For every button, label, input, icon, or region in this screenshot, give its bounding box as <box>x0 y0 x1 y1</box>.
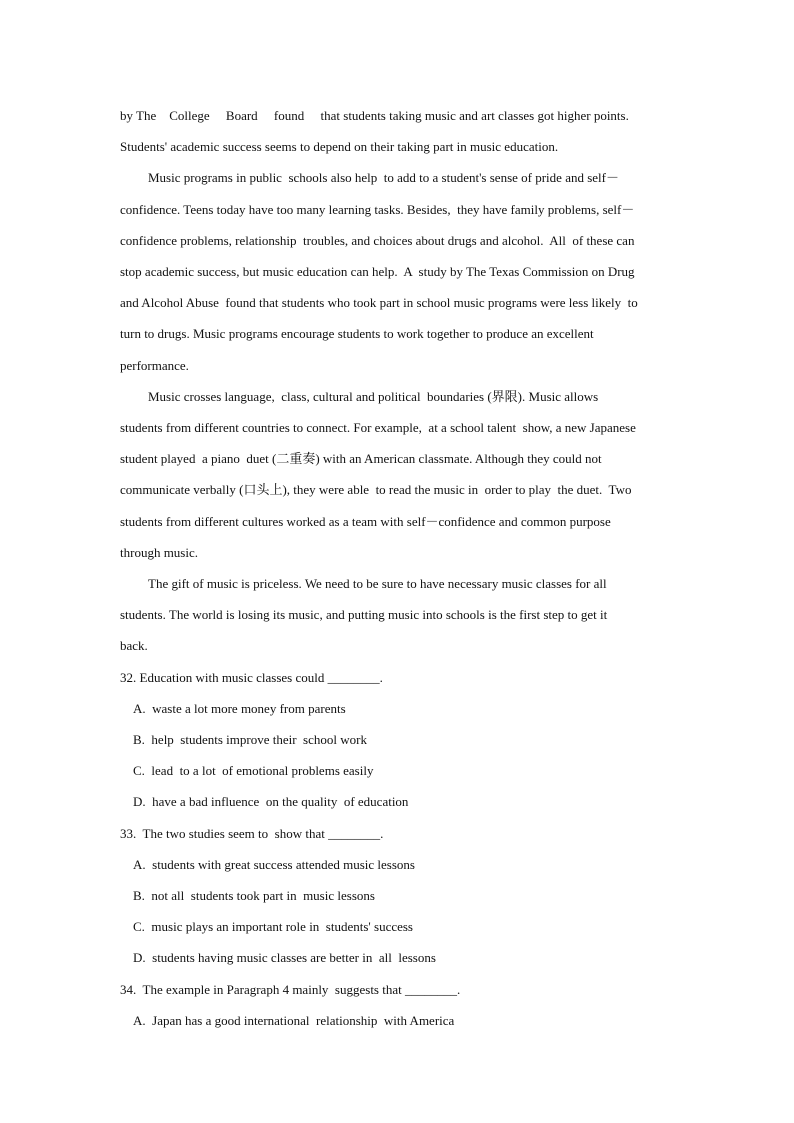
passage-line: The gift of music is priceless. We need to be sure to have necessary music classes for all <box>148 576 607 592</box>
question-stem: 32. Education with music classes could ________. <box>120 669 383 685</box>
answer-option: C. lead to a lot of emotional problems easily <box>133 763 374 779</box>
passage-line: Music crosses language, class, cultural and political boundaries (界限). Music allows <box>148 388 599 404</box>
answer-option: D. have a bad influence on the quality of education <box>133 794 409 810</box>
passage-line: through music. <box>120 544 198 560</box>
question-stem: 34. The example in Paragraph 4 mainly suggests that ________. <box>120 981 461 997</box>
answer-option: B. not all students took part in music lessons <box>133 888 375 904</box>
answer-option: D. students having music classes are better in all lessons <box>133 950 436 966</box>
document-page <box>120 100 676 1036</box>
answer-option: A. students with great success attended music lessons <box>133 856 415 872</box>
passage-line: by The College Board found that students taking music and art classes got higher points. <box>120 108 629 123</box>
answer-option: A. waste a lot more money from parents <box>133 700 346 716</box>
passage-line: Music programs in public schools also help to add to a student's sense of pride and self－ <box>148 170 619 186</box>
answer-option: B. help students improve their school work <box>133 732 367 748</box>
passage-line: and Alcohol Abuse found that students who took part in school music programs were less likely to <box>120 295 638 311</box>
question-stem: 33. The two studies seem to show that ________. <box>120 825 384 841</box>
answer-option: A. Japan has a good international relationship with America <box>133 1012 455 1028</box>
passage-line: back. <box>120 638 148 654</box>
passage-line: confidence. Teens today have too many learning tasks. Besides, they have family problems, self－ <box>120 201 635 217</box>
passage-line: students. The world is losing its music, and putting music into schools is the first step to get it <box>120 607 608 623</box>
passage-line: students from different cultures worked as a team with self－confidence and common purpose <box>120 513 611 529</box>
passage-line: turn to drugs. Music programs encourage students to work together to produce an excellent <box>120 326 594 342</box>
passage-line: stop academic success, but music education can help. A study by The Texas Commission on Drug <box>120 264 635 280</box>
passage-line: communicate verbally (口头上), they were able to read the music in order to play the duet. Two <box>120 482 632 498</box>
passage-line: Students' academic success seems to depend on their taking part in music education. <box>120 139 559 155</box>
passage-line: student played a piano duet (二重奏) with an American classmate. Although they could not <box>120 451 602 467</box>
passage-line: confidence problems, relationship troubles, and choices about drugs and alcohol. All of these can <box>120 232 635 248</box>
answer-option: C. music plays an important role in students' success <box>133 919 413 935</box>
passage-line: students from different countries to connect. For example, at a school talent show, a new Japanese <box>120 420 636 436</box>
passage-line: performance. <box>120 357 189 373</box>
